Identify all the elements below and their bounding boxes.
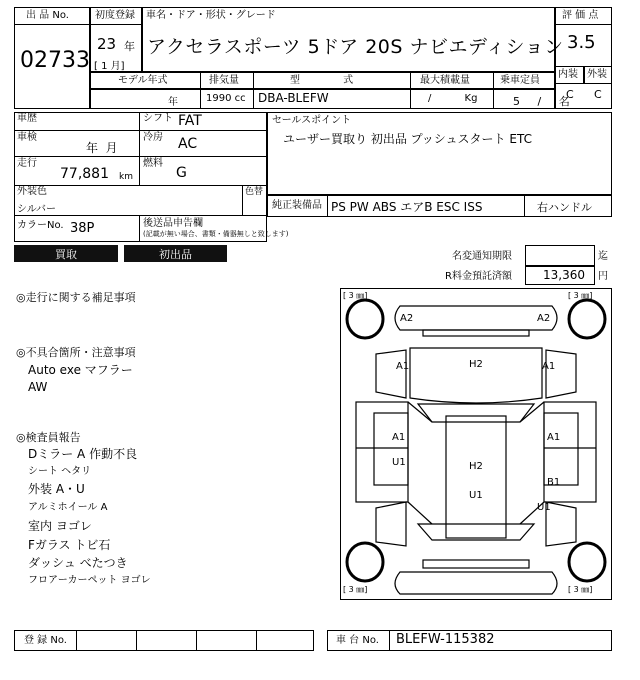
divider <box>389 630 390 651</box>
name-change-label: 名変通知期限 <box>452 251 512 262</box>
color-no-label: カラーNo. <box>17 220 64 231</box>
divider <box>253 72 254 109</box>
divider <box>256 630 257 651</box>
mark-roof-lower: U1 <box>469 490 483 501</box>
mark-hood: H2 <box>469 359 483 370</box>
inspector-line: アルミホイール A <box>28 502 108 513</box>
divider <box>14 130 267 131</box>
displacement-label: 排気量 <box>209 75 239 86</box>
color-change-label: 色替 <box>245 187 264 197</box>
defects-line: Auto exe マフラー <box>28 363 133 377</box>
shift-value: FAT <box>178 113 202 129</box>
model-year-unit: 年 <box>168 97 178 108</box>
tire-depth-bl: [ 3 ㎜] <box>343 585 368 594</box>
mark-front-bumper-left: A2 <box>400 313 414 324</box>
inspector-line: Dミラー A 作動不良 <box>28 447 138 461</box>
divider <box>327 195 328 217</box>
tire-depth-tl: [ 3 ㎜] <box>343 291 368 300</box>
fuel-label: 燃料 <box>143 158 163 169</box>
car-name: アクセラスポーツ 5ドア 20S ナビエディション <box>147 36 564 58</box>
exterior-grade: C <box>594 88 602 101</box>
max-load-value: / Kg <box>428 93 478 104</box>
ext-color-label: 外装色 <box>17 186 47 197</box>
recycle-unit: 円 <box>598 271 608 282</box>
model-year-label: モデル年式 <box>118 75 168 86</box>
inspector-line: 室内 ヨゴレ <box>28 519 92 533</box>
interior-label: 内装 <box>558 69 578 80</box>
recycle-label: R料金預託済額 <box>445 271 512 282</box>
tire-rear-right <box>569 543 605 581</box>
capacity-value: 5 / 名 <box>513 95 570 108</box>
score-label: 評 価 点 <box>562 10 599 21</box>
defects-line: AW <box>28 380 48 394</box>
ac-value: AC <box>178 136 198 152</box>
inspector-line: フロアーカーペット ヨゴレ <box>28 575 151 586</box>
reg-no-label: 登 録 No. <box>24 635 67 646</box>
inspector-title: ◎検査員報告 <box>16 431 81 444</box>
name-change-unit: 迄 <box>598 251 608 262</box>
score-value: 3.5 <box>567 32 596 53</box>
fender-rl <box>376 502 406 546</box>
inspection-label: 車検 <box>17 132 37 143</box>
ac-label: 冷房 <box>143 132 163 143</box>
inspector-line: 外装 A・U <box>28 482 85 496</box>
car-diagram <box>340 288 612 600</box>
interior-grade: C <box>566 88 574 101</box>
body-left <box>356 402 408 502</box>
steering-value: 右ハンドル <box>537 201 592 214</box>
tire-rear-left <box>347 543 383 581</box>
front-bumper <box>395 306 557 330</box>
defects-title: ◎不具合箇所・注意事項 <box>16 346 136 359</box>
divider <box>14 156 267 157</box>
recycle-value: 13,360 <box>543 268 585 282</box>
first-reg-label: 初度登録 <box>95 10 135 21</box>
fuel-value: G <box>176 165 187 181</box>
first-reg-year-unit: 年 <box>124 40 135 53</box>
inspector-line: ダッシュ べたつき <box>28 556 128 570</box>
history-label: 車歴 <box>17 113 37 124</box>
tire-front-right <box>569 300 605 338</box>
divider <box>136 630 137 651</box>
shift-label: シフト <box>143 113 173 124</box>
divider <box>139 215 140 242</box>
first-listing-badge: 初出品 <box>124 245 227 262</box>
divider <box>410 72 411 109</box>
mark-fender-fl: A1 <box>396 361 410 372</box>
mark-door-fr: A1 <box>547 432 561 443</box>
mark-roof: H2 <box>469 461 483 472</box>
fender-fl <box>376 350 406 398</box>
hood <box>410 348 542 403</box>
name-change-field <box>525 245 595 266</box>
divider <box>196 630 197 651</box>
divider <box>14 185 267 186</box>
lot-label: 出 品 No. <box>26 10 69 21</box>
rear-bumper <box>395 572 557 594</box>
roof <box>446 416 506 538</box>
chassis-label: 車 台 No. <box>336 635 379 646</box>
mark-door-rl: U1 <box>392 457 406 468</box>
supplement-title: ◎走行に関する補足事項 <box>16 291 136 304</box>
inspection-value: 年 月 <box>86 141 118 155</box>
divider <box>493 72 494 109</box>
divider <box>76 630 77 651</box>
divider <box>14 215 267 216</box>
equipment-label: 純正装備品 <box>272 200 322 211</box>
buyback-badge: 買取 <box>14 245 118 262</box>
mark-fender-rr: U1 <box>537 502 551 513</box>
first-reg-year: 23 <box>97 35 117 53</box>
divider <box>200 72 201 109</box>
inspector-line: Fガラス トビ石 <box>28 538 111 552</box>
type-value: DBA-BLEFW <box>258 91 329 105</box>
mileage-unit: km <box>119 172 133 182</box>
car-name-label: 車名・ドア・形状・グレード <box>146 10 276 21</box>
displacement-value: 1990 cc <box>206 93 246 104</box>
tire-front-left <box>347 300 383 338</box>
mileage-label: 走行 <box>17 158 37 169</box>
ext-color-value: シルバー <box>17 204 57 215</box>
sales-point-text: ユーザー買取り 初出品 プッシュスタート ETC <box>283 132 532 146</box>
lot-number: 02733 <box>20 48 90 73</box>
equipment-value: PS PW ABS エアB ESC ISS <box>331 200 483 214</box>
mileage-value: 77,881 <box>60 166 109 182</box>
capacity-label: 乗車定員 <box>500 75 540 86</box>
tire-depth-br: [ 3 ㎜] <box>568 585 593 594</box>
sales-point-label: セールスポイント <box>272 115 352 126</box>
type-label: 型 式 <box>290 75 354 86</box>
tire-depth-tr: [ 3 ㎜] <box>568 291 593 300</box>
after-report-label: 後送品申告欄 <box>143 218 203 229</box>
mark-door-rr: B1 <box>547 477 561 488</box>
windshield <box>418 404 534 422</box>
first-reg-month: [ 1 月] <box>94 61 125 72</box>
exterior-label: 外装 <box>587 69 607 80</box>
max-load-label: 最大積載量 <box>420 75 470 86</box>
inspector-line: シート ヘタリ <box>28 466 92 477</box>
divider <box>242 185 243 215</box>
mark-front-bumper-right: A2 <box>537 313 551 324</box>
after-report-note: (記載が無い場合、書類・備器無しと致します) <box>143 230 289 238</box>
chassis-value: BLEFW-115382 <box>396 632 495 647</box>
mark-fender-fr: A1 <box>542 361 556 372</box>
divider <box>139 112 140 185</box>
color-no-value: 38P <box>70 221 95 236</box>
mark-door-fl: A1 <box>392 432 406 443</box>
fender-fr <box>546 350 576 398</box>
divider <box>524 195 525 217</box>
